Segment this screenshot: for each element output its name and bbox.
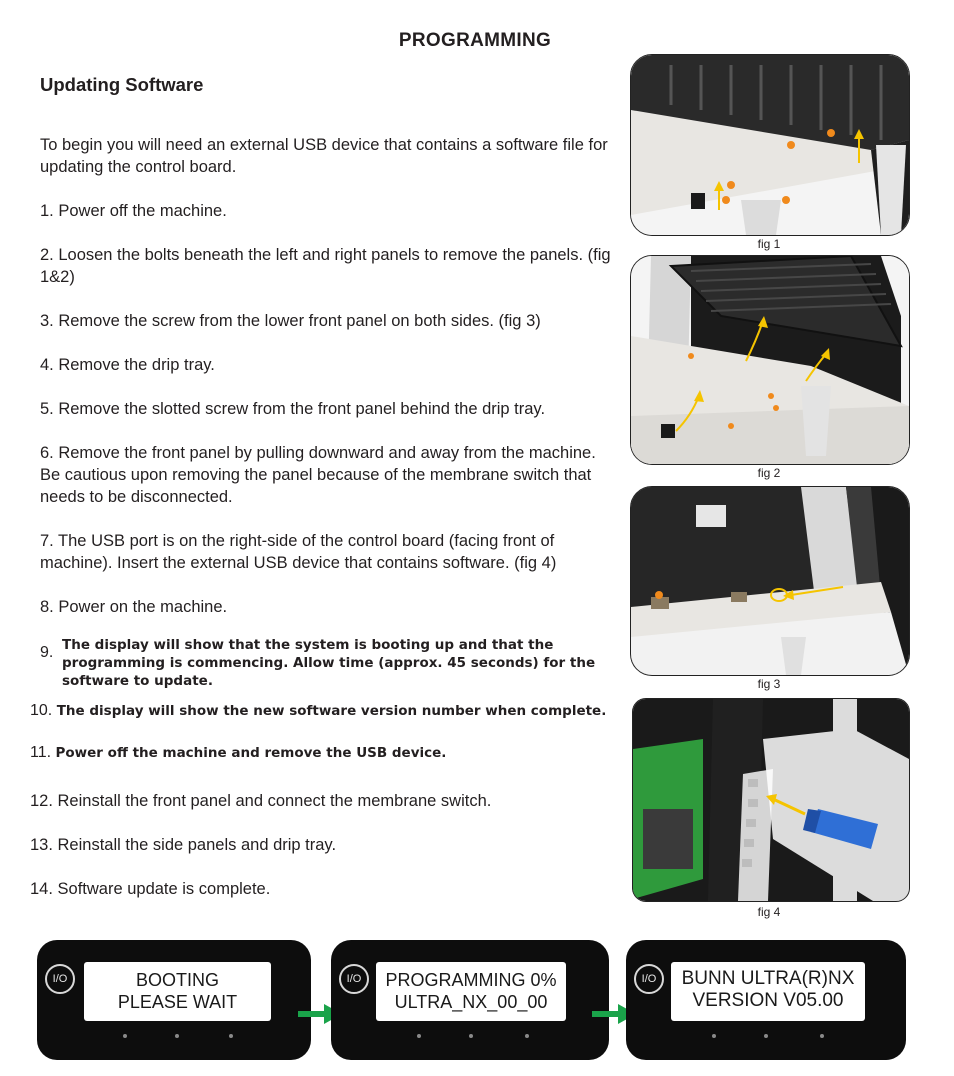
indicator-dot xyxy=(764,1034,768,1038)
page-title: PROGRAMMING xyxy=(398,30,552,51)
fig1-illustration xyxy=(631,55,909,235)
step-11-number: 11. xyxy=(30,744,52,761)
display-screen xyxy=(671,962,865,1021)
step-14: 14. Software update is complete. xyxy=(30,880,271,898)
display-booting xyxy=(37,940,311,1060)
section-title: Updating Software xyxy=(40,74,204,95)
display-line-1: PROGRAMMING 0% xyxy=(385,970,557,990)
figure-4-caption: fig 4 xyxy=(757,905,781,919)
figure-1 xyxy=(630,54,910,236)
figure-3 xyxy=(630,486,910,676)
display-line-1: BUNN ULTRA(R)NX xyxy=(681,968,855,989)
figure-2 xyxy=(630,255,910,465)
step-6: 6. Remove the front panel by pulling downward and away from the machine. Be cautious upon removing the panel because of the membrane switch that needs to be disconnected. xyxy=(40,444,596,506)
fig4-illustration xyxy=(633,699,909,901)
step-4: 4. Remove the drip tray. xyxy=(40,356,215,374)
fig2-illustration xyxy=(631,256,909,464)
display-line-2: VERSION V05.00 xyxy=(692,990,844,1011)
indicator-dot xyxy=(229,1034,233,1038)
figure-4 xyxy=(632,698,910,902)
intro-paragraph: To begin you will need an external USB device that contains a software file for updating the control board. xyxy=(40,136,608,176)
step-10-number: 10. xyxy=(30,702,53,719)
indicator-dot xyxy=(123,1034,127,1038)
display-version xyxy=(626,940,906,1060)
step-9-number: 9. xyxy=(40,644,54,661)
display-screen xyxy=(84,962,271,1021)
power-icon: I/O xyxy=(634,964,664,994)
fig3-illustration xyxy=(631,487,909,675)
indicator-dot xyxy=(712,1034,716,1038)
step-12: 12. Reinstall the front panel and connect the membrane switch. xyxy=(30,792,492,810)
step-2: 2. Loosen the bolts beneath the left and right panels to remove the panels. (fig 1&2) xyxy=(40,246,611,286)
step-5: 5. Remove the slotted screw from the front panel behind the drip tray. xyxy=(40,400,546,418)
indicator-dot xyxy=(175,1034,179,1038)
indicator-dot xyxy=(820,1034,824,1038)
figure-2-caption: fig 2 xyxy=(757,466,781,480)
step-13: 13. Reinstall the side panels and drip tray. xyxy=(30,836,337,854)
display-programming xyxy=(331,940,609,1060)
step-10 xyxy=(30,702,630,720)
step-3: 3. Remove the screw from the lower front panel on both sides. (fig 3) xyxy=(40,312,541,330)
step-11 xyxy=(30,744,630,762)
figure-3-caption: fig 3 xyxy=(757,677,781,691)
step-9-text: The display will show that the system is booting up and that the programming is commencing. Allow time (approx. 45 seconds) for the software to update. xyxy=(62,637,596,689)
power-icon: I/O xyxy=(45,964,75,994)
step-7: 7. The USB port is on the right-side of the control board (facing front of machine). Insert the external USB device that contains software. (fig 4) xyxy=(40,532,557,572)
display-line-1: BOOTING xyxy=(135,970,219,990)
step-11-text: Power off the machine and remove the USB device. xyxy=(55,745,447,761)
indicator-dot xyxy=(525,1034,529,1038)
step-1: 1. Power off the machine. xyxy=(40,202,227,220)
power-icon: I/O xyxy=(339,964,369,994)
display-line-2: PLEASE WAIT xyxy=(117,992,238,1012)
step-8: 8. Power on the machine. xyxy=(40,598,228,616)
step-10-text: The display will show the new software version number when complete. xyxy=(56,703,607,719)
display-line-2: ULTRA_NX_00_00 xyxy=(394,992,548,1012)
display-screen xyxy=(376,962,566,1021)
indicator-dot xyxy=(417,1034,421,1038)
figure-1-caption: fig 1 xyxy=(757,237,781,251)
indicator-dot xyxy=(469,1034,473,1038)
